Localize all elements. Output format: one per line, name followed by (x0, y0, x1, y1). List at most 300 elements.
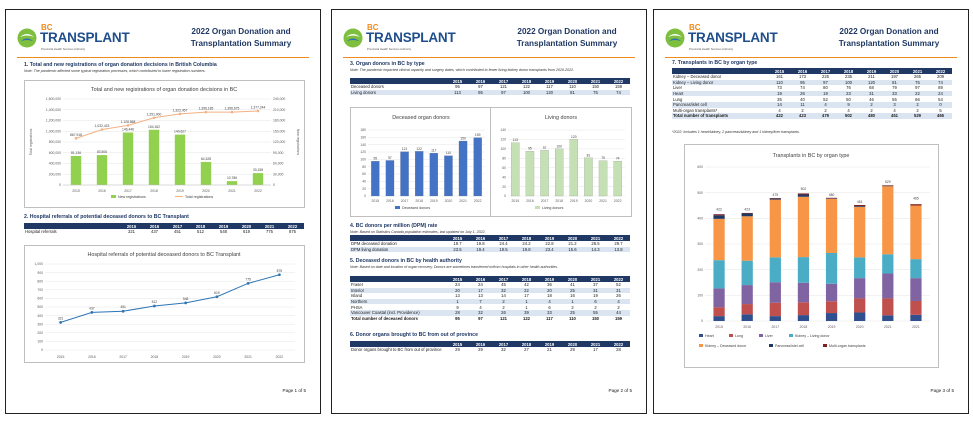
legend-swatch (699, 344, 703, 347)
table-cell: 29 (570, 347, 575, 353)
y-tick-label: 120 (360, 150, 366, 155)
y-tick-label: 400,000 (48, 161, 61, 166)
year-header: 2022 (607, 235, 630, 241)
x-tick-label: 2015 (56, 355, 65, 359)
table-cell: 2 (916, 107, 919, 113)
x-tick-label: 2021 (228, 189, 236, 193)
row-label: Total number of deceased donors (351, 315, 418, 321)
bar (555, 149, 563, 196)
y-tick-label: 200,000 (48, 172, 61, 177)
table-cell: 775 (266, 229, 273, 235)
stack-segment (798, 194, 809, 196)
bar (459, 141, 467, 196)
table-cell: 76 (846, 85, 851, 91)
y-tick-label: 40 (502, 175, 506, 180)
bar (253, 173, 263, 185)
stack-segment (798, 315, 809, 321)
year-header: 2022 (607, 341, 630, 347)
table-cell: 548 (220, 229, 227, 235)
stack-segment (770, 200, 781, 258)
table-cell: 19.8 (476, 241, 485, 247)
page-1 (5, 9, 321, 414)
table-cell: 24 (478, 282, 483, 288)
table-row (672, 113, 952, 119)
table-cell: 95 (455, 84, 460, 90)
page-footer: Page 3 of 5 (930, 388, 954, 393)
table-cell: 479 (814, 113, 837, 119)
stack-segment (882, 186, 893, 254)
stack-segment (882, 185, 893, 186)
stack-segment (854, 207, 865, 258)
data-label: 113 (512, 138, 518, 143)
stack-segment (713, 260, 724, 288)
table-cell: 2 (617, 304, 620, 310)
row-label: Hospital referrals (25, 229, 57, 235)
legend-label: Liver (765, 334, 773, 338)
y-tick-label: 140 (500, 128, 506, 133)
row-label: Fraser (351, 282, 364, 288)
x-tick-label: 2021 (884, 325, 892, 329)
table-cell: 9 (456, 304, 459, 310)
table-cell: 1 (515, 299, 538, 305)
stack-segment (826, 253, 837, 284)
table-cell: 75 (906, 80, 929, 86)
y-tick-label: 0 (364, 194, 366, 199)
year-header: 2019 (212, 223, 235, 229)
row-label: Lung (673, 96, 683, 102)
year-header: 2019 (538, 78, 561, 84)
year-header: 2022 (281, 223, 304, 229)
x-tick-label: 2017 (540, 199, 549, 203)
chart-title: Transplants in BC by organ type (772, 153, 850, 159)
y-tick-label: 40 (362, 179, 366, 184)
table-cell: 150 (592, 315, 599, 321)
table-cell: 4 (893, 107, 896, 113)
x-tick-label: 2022 (275, 355, 284, 359)
x-tick-label: 2015 (511, 199, 520, 203)
document-title: 2022 Organ Donation and Transplantation Summary (190, 27, 292, 48)
page-footer: Page 2 of 5 (608, 388, 632, 393)
table-cell: 28 (616, 347, 621, 353)
year-header: 2018 (515, 276, 538, 282)
x-tick-label: 2019 (176, 189, 184, 193)
table-cell: 2 (906, 102, 929, 108)
table-cell: 23.5 (446, 247, 469, 253)
table-cell: 117 (546, 84, 553, 90)
y2-tick-label: 120,000 (273, 140, 286, 145)
table-cell: 159 (615, 315, 622, 321)
legend-swatch (769, 344, 773, 347)
table-cell: 422 (768, 113, 791, 119)
row-label: Kidney – Living donor (672, 80, 768, 86)
stack-segment (770, 199, 781, 200)
table-cell: 100 (837, 80, 860, 86)
row-label: DPM deceased donation (351, 241, 397, 247)
year-header: 2018 (515, 341, 538, 347)
row-label: Vancouver Coastal (incl. Providence) (350, 310, 446, 316)
line-point (75, 137, 78, 140)
table-cell: 4 (814, 102, 837, 108)
table-cell: 22 (906, 91, 929, 97)
table-cell: 11 (791, 102, 814, 108)
table-cell: 321 (128, 229, 135, 235)
y2-tick-label: 0 (273, 183, 275, 188)
logo-mark-icon (17, 28, 37, 48)
table-cell: 97 (478, 84, 483, 90)
year-header: 2016 (143, 223, 166, 229)
row-label: Multi-organ transplants* (673, 107, 718, 113)
donors-by-health-authority-table (350, 276, 630, 321)
line-point (278, 273, 281, 276)
stack-segment (826, 313, 837, 321)
x-tick-label: 2019 (570, 199, 578, 203)
table-cell: 120 (860, 80, 883, 86)
legend-label: Deceased donors (402, 206, 431, 210)
table-cell: 13.8 (607, 247, 630, 253)
data-label: 81 (586, 153, 591, 158)
table-cell: 33 (883, 91, 906, 97)
header-divider (665, 57, 957, 58)
stack-segment (798, 283, 809, 303)
x-tick-label: 2021 (912, 325, 920, 329)
data-label: 140,627 (174, 129, 186, 134)
line-point (205, 111, 208, 114)
x-tick-label: 2017 (119, 355, 127, 359)
data-label: 1,108,868 (120, 119, 136, 124)
year-header: 2019 (860, 68, 883, 74)
year-header: 2016 (469, 276, 492, 282)
section-1-note: Note: The pandemic affected some typical registration processes, which contributed to lower registration numbers. (24, 69, 206, 73)
table-cell: 66 (915, 96, 920, 102)
y-tick-label: 180 (360, 128, 366, 133)
row-label: Liver (673, 85, 683, 91)
table-cell: 121 (500, 315, 507, 321)
table-cell: 36 (547, 282, 552, 288)
stack-segment (910, 204, 921, 205)
year-header: 2018 (515, 235, 538, 241)
out-of-province-organs-table (350, 341, 630, 353)
y-tick-label: 400 (37, 313, 43, 318)
stack-segment (742, 261, 753, 285)
section-5-note: Note: Based on date and location of organ recovery. Donors are sometimes transferred to/from hospitals in other health authorities. (350, 265, 559, 269)
year-header: 2016 (469, 341, 492, 347)
bar (175, 135, 185, 185)
x-tick-label: 2019 (181, 355, 190, 359)
table-cell: 19 (768, 91, 791, 97)
stack-segment (713, 219, 724, 260)
y-tick-label: 160 (360, 135, 366, 140)
table-cell: 117 (546, 315, 553, 321)
section-6-heading: 6. Donor organs brought to BC from out of province (350, 332, 478, 338)
data-label: 321 (57, 316, 64, 321)
data-label: 120 (571, 134, 577, 139)
legend-label: Kidney – Living donor (795, 334, 830, 338)
table-cell: 73 (777, 85, 782, 91)
table-cell: 122 (523, 315, 530, 321)
stack-segment (713, 307, 724, 316)
line-point (153, 305, 156, 308)
data-label: 1,377,244 (250, 105, 266, 110)
data-label: 146,446 (122, 127, 134, 132)
stack-segment (854, 313, 865, 321)
table-cell: 14.3 (584, 247, 607, 253)
line-point (231, 111, 234, 114)
table-cell: 74 (929, 80, 952, 86)
table-cell: 89 (938, 85, 943, 91)
data-label: 97 (388, 155, 392, 160)
table-cell: 6 (584, 299, 607, 305)
stack-segment (854, 257, 865, 278)
year-header: 2017 (166, 223, 189, 229)
data-label: 451 (120, 305, 126, 310)
y-tick-label: 80 (502, 156, 506, 161)
y-axis-label: Total registrations (29, 128, 33, 156)
table-cell: 2 (870, 107, 873, 113)
table-cell: 25 (561, 310, 584, 316)
table-cell: 79 (892, 85, 897, 91)
table-cell: 29 (478, 347, 483, 353)
table-cell: 31 (584, 288, 607, 294)
line-point (215, 295, 218, 298)
legend-label: Lung (735, 334, 743, 338)
y-tick-label: 400 (697, 216, 703, 221)
x-tick-label: 2016 (98, 189, 106, 193)
year-header: 2015 (446, 235, 469, 241)
year-header: 2020 (561, 78, 584, 84)
bar (540, 150, 548, 196)
table-cell: 50 (846, 96, 851, 102)
y2-tick-label: 240,000 (273, 97, 286, 102)
table-cell: 21.2 (568, 241, 577, 247)
data-label: 117 (431, 148, 437, 153)
y-tick-label: 300 (697, 242, 703, 247)
y-tick-label: 500 (37, 305, 43, 310)
table-row (350, 316, 630, 322)
x-tick-label: 2017 (400, 199, 409, 203)
table-cell: 39 (515, 310, 538, 316)
year-header: 2022 (607, 276, 630, 282)
y-tick-label: 1,600,000 (45, 97, 61, 102)
row-label: Heart (672, 91, 768, 97)
table-cell: 110 (569, 84, 576, 90)
stack-segment (826, 284, 837, 301)
bar (201, 162, 211, 185)
year-header: 2021 (584, 276, 607, 282)
table-cell: 45 (501, 282, 506, 288)
table-cell: 121 (500, 84, 507, 90)
table-cell: 74 (607, 90, 630, 96)
legend-swatch (111, 195, 116, 198)
bc-transplant-logo: BC TRANSPLANT Provincial Health Services Authority (665, 24, 755, 56)
year-header: 2015 (446, 78, 469, 84)
stack-segment (882, 274, 893, 299)
year-header: 2020 (235, 223, 258, 229)
x-tick-label: 2015 (715, 325, 723, 329)
table-cell: 451 (883, 113, 906, 119)
data-label: 867,918 (70, 132, 82, 137)
x-tick-label: 2016 (88, 355, 96, 359)
chart-title: Deceased organ donors (392, 115, 450, 121)
line-point (184, 301, 187, 304)
table-cell: 13 (478, 293, 483, 299)
table-cell: 113 (446, 90, 469, 96)
x-tick-label: 2019 (430, 199, 438, 203)
section-5-heading: 5. Deceased donors in BC by health authority (350, 258, 462, 264)
x-tick-label: 2020 (213, 355, 221, 359)
table-cell: 97 (814, 80, 837, 86)
bc-transplant-logo: BC TRANSPLANT Provincial Health Services Authority (343, 24, 433, 56)
stack-segment (826, 199, 837, 253)
table-cell: 437 (151, 229, 158, 235)
row-label: Donor organs brought to BC from out of province (351, 347, 442, 353)
y-tick-label: 0 (701, 319, 703, 324)
living-donors-chart (490, 107, 632, 217)
data-label: 875 (276, 268, 283, 273)
y-tick-label: 600 (37, 296, 43, 301)
table-cell: 100 (515, 90, 538, 96)
y-tick-label: 100 (360, 157, 366, 162)
year-header: 2020 (561, 341, 584, 347)
stack-segment (882, 254, 893, 273)
total-label: 480 (828, 192, 835, 197)
data-label: 548 (182, 296, 189, 301)
table-cell: 173 (799, 74, 806, 80)
table-cell: 21 (547, 347, 552, 353)
x-tick-label: 2018 (415, 199, 423, 203)
legend-label: Multi-organ transplants (829, 344, 866, 348)
y-tick-label: 60 (502, 165, 506, 170)
table-cell: 6 (548, 304, 551, 310)
table-cell: 25 (561, 288, 584, 294)
table-cell: 122 (523, 84, 530, 90)
bc-transplant-logo: BC TRANSPLANT Provincial Health Services Authority (17, 24, 107, 56)
y2-tick-label: 60,000 (273, 161, 284, 166)
x-tick-label: 2021 (459, 199, 467, 203)
stack-segment (742, 285, 753, 304)
table-cell: 81 (883, 80, 906, 86)
table-cell: 95 (791, 80, 814, 86)
table-cell: 17 (469, 288, 492, 294)
table-cell: 120 (538, 90, 561, 96)
y2-tick-label: 90,000 (273, 150, 284, 155)
y-tick-label: 0 (59, 183, 61, 188)
x-tick-label: 2018 (555, 199, 563, 203)
table-cell: 24 (455, 282, 460, 288)
document-title: 2022 Organ Donation and Transplantation Summary (516, 27, 618, 48)
line-point (101, 128, 104, 131)
table-cell: 19.7 (453, 241, 462, 247)
year-header: 2020 (561, 276, 584, 282)
stack-segment (854, 206, 865, 207)
table-cell: 26 (492, 310, 515, 316)
total-label: 422 (716, 207, 722, 212)
x-tick-label: 2016 (386, 199, 394, 203)
y-tick-label: 600 (697, 165, 703, 170)
table-cell: 52 (823, 96, 828, 102)
y-tick-label: 300 (37, 322, 43, 327)
logo-mark-icon (343, 28, 363, 48)
total-label: 479 (772, 193, 779, 198)
total-label: 423 (744, 207, 750, 212)
year-header: 2019 (538, 235, 561, 241)
registrations-chart (24, 80, 305, 208)
bar (614, 161, 622, 196)
bar (415, 151, 423, 196)
stack-segment (798, 257, 809, 283)
table-cell: 14 (501, 293, 506, 299)
data-label: 437 (89, 306, 95, 311)
section-7-heading: 7. Transplants in BC by organ type (672, 60, 758, 66)
legend-label: Pancreas/islet cell (775, 344, 804, 348)
stack-segment (770, 198, 781, 199)
stack-segment (854, 205, 865, 206)
table-cell: 97 (492, 90, 515, 96)
table-cell: 23.4 (538, 247, 561, 253)
deceased-donors-chart (350, 107, 492, 217)
data-label: 121 (401, 147, 408, 152)
table-cell: 42 (524, 282, 529, 288)
table-cell: 529 (906, 113, 929, 119)
stack-segment (826, 198, 837, 199)
table-cell: 44 (607, 310, 630, 316)
legend-label: Kidney – Deceased donor (705, 344, 747, 348)
data-label: 1,356,185 (198, 106, 214, 111)
x-tick-label: 2021 (244, 355, 252, 359)
y-tick-label: 100 (697, 293, 703, 298)
table-cell: 40 (800, 96, 805, 102)
table-cell: 26 (791, 91, 814, 97)
row-label: Island (351, 293, 363, 299)
data-label: 110 (445, 151, 452, 156)
year-header: 2018 (515, 78, 538, 84)
table-cell: 95 (469, 90, 492, 96)
legend-swatch (823, 344, 827, 347)
table-cell: 19 (814, 91, 837, 97)
bar (599, 161, 607, 196)
table-cell: 16 (570, 293, 575, 299)
bar (149, 130, 159, 185)
year-header: 2021 (258, 223, 281, 229)
bar (430, 153, 438, 196)
legend-swatch (729, 334, 733, 337)
table-cell: 1 (525, 304, 528, 310)
x-tick-label: 2020 (855, 325, 864, 329)
table-cell: 19.4 (469, 247, 492, 253)
x-tick-label: 2022 (473, 199, 482, 203)
stack-segment (742, 213, 753, 216)
table-cell: 46 (869, 96, 874, 102)
year-header: 2018 (837, 68, 860, 74)
y-tick-label: 80 (362, 164, 366, 169)
year-header: 2021 (584, 235, 607, 241)
row-label: Interior (350, 288, 446, 294)
y-tick-label: 20 (502, 184, 506, 189)
y-tick-label: 1,000 (34, 262, 43, 267)
table-cell: 423 (791, 113, 814, 119)
data-label: 10,786 (226, 176, 238, 181)
year-header: 2016 (469, 78, 492, 84)
table-row (350, 90, 630, 96)
hospital-referrals-table (24, 223, 304, 235)
header-divider (343, 57, 635, 58)
year-header: 2021 (584, 78, 607, 84)
y-tick-label: 1,200,000 (45, 118, 61, 123)
row-label: PHSA (351, 304, 363, 310)
stack-segment (798, 302, 809, 315)
hospital-referrals-chart (24, 245, 305, 363)
year-header: 2020 (883, 68, 906, 74)
y-tick-label: 140 (360, 142, 366, 147)
